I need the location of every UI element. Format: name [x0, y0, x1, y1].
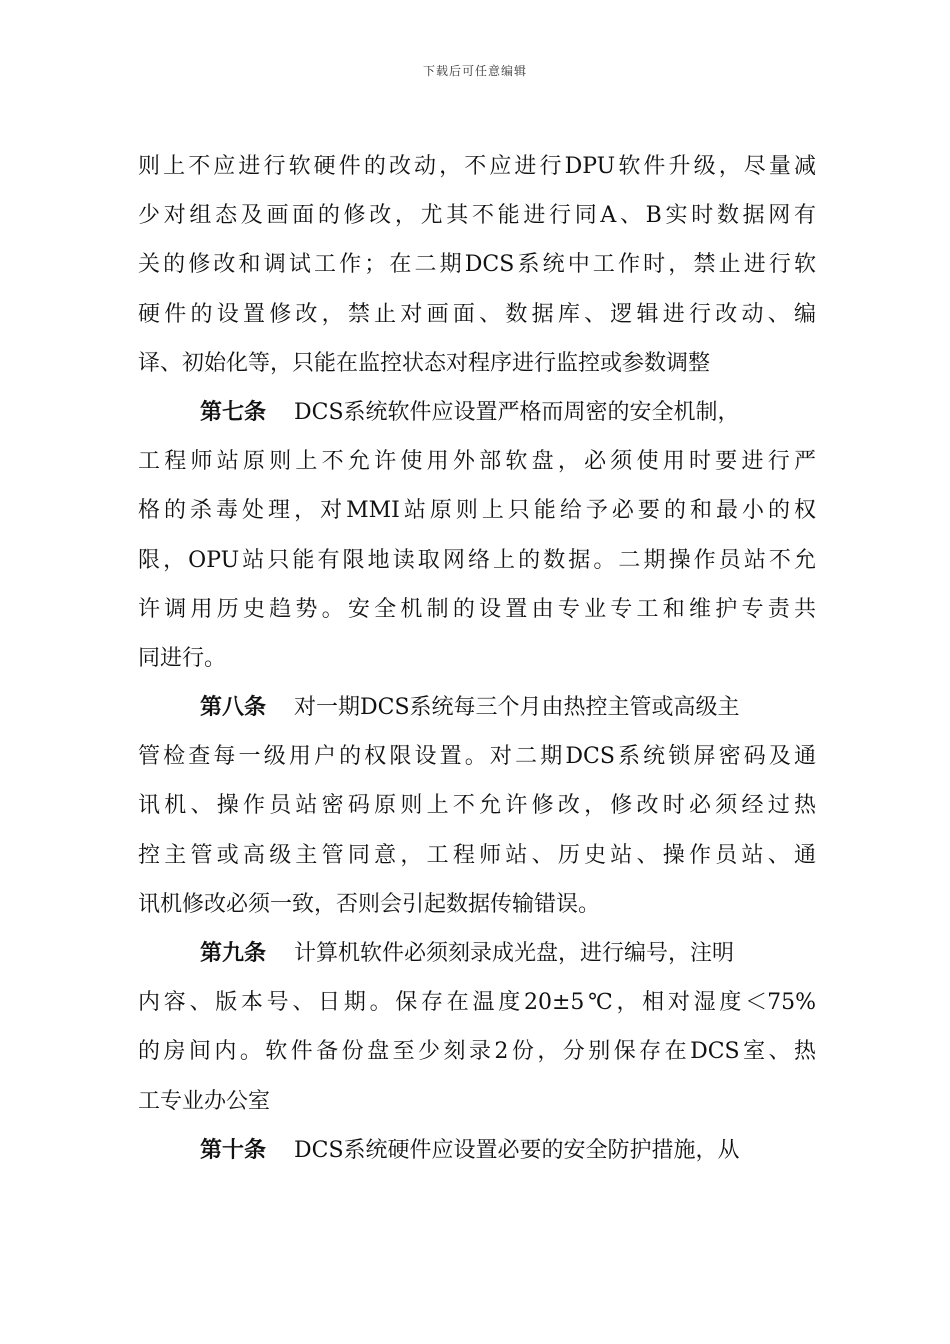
text-line: 内容、版本号、日期。保存在温度20±5℃，相对湿度＜75% — [138, 990, 816, 1016]
text-line-first — [138, 1126, 816, 1175]
page-header-note: 下载后可任意编辑 — [422, 64, 527, 78]
text-line: 格的杀毒处理，对MMI站原则上只能给予必要的和最小的权 — [138, 498, 816, 524]
text-line-first — [138, 388, 816, 437]
text-line: 讯机、操作员站密码原则上不允许修改，修改时必须经过热 — [138, 793, 816, 819]
text-line-content: DCS系统硬件应设置必要的安全防护措施，从 — [294, 1137, 740, 1163]
paragraph-article-7 — [138, 388, 816, 683]
text-line: 关的修改和调试工作；在二期DCS系统中工作时，禁止进行软 — [138, 252, 816, 278]
article-label: 第七条 — [200, 398, 267, 425]
text-line: 管检查每一级用户的权限设置。对二期DCS系统锁屏密码及通 — [138, 744, 816, 770]
paragraph-article-8 — [138, 683, 816, 929]
paragraph-article-10 — [138, 1126, 816, 1175]
text-line: 工程师站原则上不允许使用外部软盘，必须使用时要进行严 — [138, 449, 816, 475]
paragraph-article-9 — [138, 929, 816, 1126]
text-line-first — [138, 683, 816, 732]
text-line: 控主管或高级主管同意，工程师站、历史站、操作员站、通 — [138, 842, 816, 868]
article-label: 第十条 — [200, 1136, 267, 1163]
text-line: 同进行。 — [138, 645, 227, 671]
text-line: 的房间内。软件备份盘至少刻录2份，分别保存在DCS室、热 — [138, 1039, 816, 1065]
text-line: 工专业办公室 — [138, 1088, 271, 1114]
article-label: 第八条 — [200, 694, 267, 721]
text-line-content: DCS系统软件应设置严格而周密的安全机制， — [294, 399, 740, 425]
text-line-content: 计算机软件必须刻录成光盘，进行编号，注明 — [294, 941, 735, 966]
text-line: 许调用历史趋势。安全机制的设置由专业专工和维护专责共 — [138, 596, 816, 622]
document-body — [138, 142, 816, 1175]
text-line-first — [138, 929, 816, 978]
text-line: 限，OPU站只能有限地读取网络上的数据。二期操作员站不允 — [138, 547, 816, 573]
text-line: 译、初始化等，只能在监控状态对程序进行监控或参数调整 — [138, 350, 711, 376]
article-label: 第九条 — [200, 940, 267, 966]
text-line: 少对组态及画面的修改，尤其不能进行同A、B实时数据网有 — [138, 203, 816, 229]
paragraph-continuation — [138, 142, 816, 388]
text-line: 则上不应进行软硬件的改动，不应进行DPU软件升级，尽量减 — [138, 154, 816, 179]
text-line: 硬件的设置修改，禁止对画面、数据库、逻辑进行改动、编 — [138, 301, 816, 327]
text-line-content: 对一期DCS系统每三个月由热控主管或高级主 — [294, 695, 740, 721]
text-line: 讯机修改必须一致，否则会引起数据传输错误。 — [138, 891, 601, 917]
